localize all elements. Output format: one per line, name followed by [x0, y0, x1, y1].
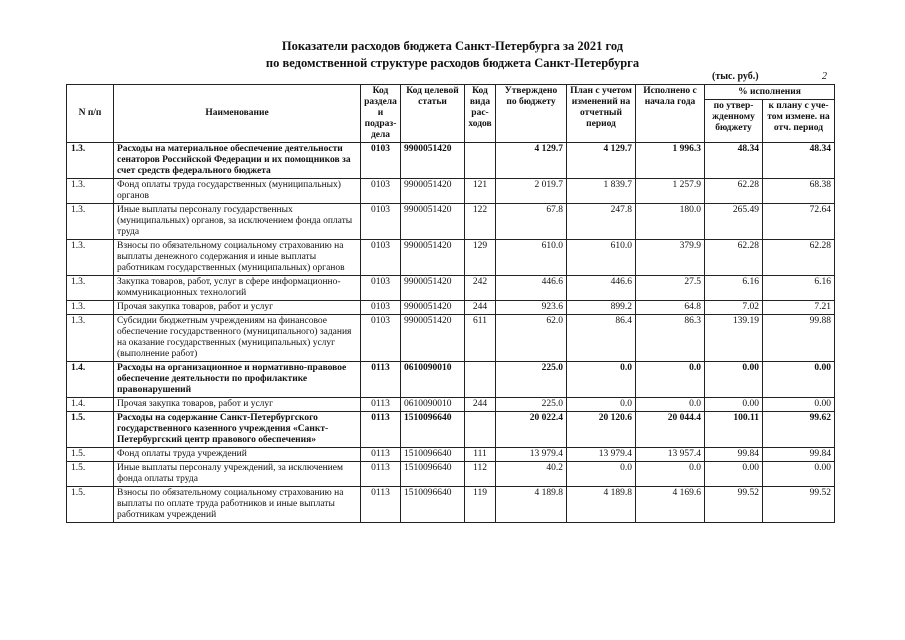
- cell-executed: 4 169.6: [636, 487, 705, 523]
- cell-statya: 9900051420: [401, 204, 465, 240]
- cell-approved: 62.0: [496, 315, 567, 362]
- cell-vid: 244: [465, 301, 496, 315]
- cell-plan: 4 189.8: [567, 487, 636, 523]
- cell-name: Расходы на организационное и нормативно-правовое обеспечение деятельности по профилактике правонарушений: [114, 362, 361, 398]
- cell-executed: 13 957.4: [636, 448, 705, 462]
- cell-pct-plan: 72.64: [763, 204, 835, 240]
- cell-vid: 611: [465, 315, 496, 362]
- cell-statya: 1510096640: [401, 448, 465, 462]
- cell-name: Иные выплаты персоналу учреждений, за исключением фонда оплаты труда: [114, 462, 361, 487]
- cell-np: 1.3.: [67, 179, 114, 204]
- table-row: [67, 204, 835, 240]
- cell-statya: 1510096640: [401, 487, 465, 523]
- table-row: [67, 398, 835, 412]
- cell-approved: 225.0: [496, 398, 567, 412]
- cell-name: Расходы на материальное обеспечение деятельности сенаторов Российской Федерации и их помощников за счет средств федерального бюджета: [114, 143, 361, 179]
- cell-approved: 610.0: [496, 240, 567, 276]
- cell-statya: 9900051420: [401, 240, 465, 276]
- cell-razdel: 0113: [361, 412, 401, 448]
- cell-vid: 129: [465, 240, 496, 276]
- cell-pct-plan: 99.84: [763, 448, 835, 462]
- cell-pct-approved: 100.11: [705, 412, 763, 448]
- cell-executed: 20 044.4: [636, 412, 705, 448]
- cell-pct-approved: 0.00: [705, 398, 763, 412]
- cell-plan: 0.0: [567, 462, 636, 487]
- cell-pct-approved: 139.19: [705, 315, 763, 362]
- cell-pct-plan: 99.62: [763, 412, 835, 448]
- cell-plan: 20 120.6: [567, 412, 636, 448]
- cell-plan: 446.6: [567, 276, 636, 301]
- header-name: Наименование: [114, 85, 361, 143]
- table-row: [67, 301, 835, 315]
- cell-executed: 180.0: [636, 204, 705, 240]
- cell-razdel: 0103: [361, 276, 401, 301]
- cell-plan: 899.2: [567, 301, 636, 315]
- report-title-line2: по ведомственной структуре расходов бюджета Санкт-Петербурга: [265, 56, 640, 70]
- cell-name: Иные выплаты персоналу государственных (муниципальных) органов, за исключением фонда оплаты труда: [114, 204, 361, 240]
- table-row: [67, 362, 835, 398]
- header-razdel: Код раздела и подраз-дела: [361, 85, 401, 143]
- cell-pct-plan: 6.16: [763, 276, 835, 301]
- table-row: [67, 315, 835, 362]
- cell-approved: 13 979.4: [496, 448, 567, 462]
- cell-name: Расходы на содержание Санкт-Петербургского государственного казенного учреждения «Санкт-Петербургский центр правового обеспечения»: [114, 412, 361, 448]
- cell-pct-plan: 0.00: [763, 362, 835, 398]
- cell-pct-approved: 99.52: [705, 487, 763, 523]
- table-row: [67, 448, 835, 462]
- cell-pct-approved: 99.84: [705, 448, 763, 462]
- cell-np: 1.5.: [67, 412, 114, 448]
- cell-pct-approved: 265.49: [705, 204, 763, 240]
- cell-plan: 1 839.7: [567, 179, 636, 204]
- cell-statya: 9900051420: [401, 301, 465, 315]
- table-row: [67, 240, 835, 276]
- cell-vid: [465, 362, 496, 398]
- cell-plan: 0.0: [567, 362, 636, 398]
- cell-razdel: 0113: [361, 398, 401, 412]
- cell-pct-plan: 68.38: [763, 179, 835, 204]
- table-row: [67, 276, 835, 301]
- cell-razdel: 0103: [361, 204, 401, 240]
- cell-executed: 0.0: [636, 362, 705, 398]
- cell-executed: 0.0: [636, 462, 705, 487]
- table-row: [67, 143, 835, 179]
- cell-statya: 0610090010: [401, 398, 465, 412]
- cell-pct-plan: 0.00: [763, 462, 835, 487]
- cell-np: 1.4.: [67, 398, 114, 412]
- cell-razdel: 0113: [361, 462, 401, 487]
- cell-razdel: 0113: [361, 362, 401, 398]
- cell-approved: 446.6: [496, 276, 567, 301]
- cell-pct-plan: 99.52: [763, 487, 835, 523]
- cell-executed: 64.8: [636, 301, 705, 315]
- cell-plan: 0.0: [567, 398, 636, 412]
- cell-pct-approved: 6.16: [705, 276, 763, 301]
- cell-pct-approved: 0.00: [705, 462, 763, 487]
- cell-vid: 242: [465, 276, 496, 301]
- cell-statya: 9900051420: [401, 276, 465, 301]
- table-row: [67, 462, 835, 487]
- cell-vid: 111: [465, 448, 496, 462]
- cell-name: Закупка товаров, работ, услуг в сфере информационно-коммуникационных технологий: [114, 276, 361, 301]
- cell-executed: 27.5: [636, 276, 705, 301]
- cell-executed: 379.9: [636, 240, 705, 276]
- header-statya: Код целевой статьи: [401, 85, 465, 143]
- cell-np: 1.3.: [67, 240, 114, 276]
- cell-approved: 2 019.7: [496, 179, 567, 204]
- cell-pct-approved: 62.28: [705, 179, 763, 204]
- cell-plan: 247.8: [567, 204, 636, 240]
- cell-statya: 9900051420: [401, 143, 465, 179]
- header-executed: Исполнено с начала года: [636, 85, 705, 143]
- cell-pct-approved: 7.02: [705, 301, 763, 315]
- cell-vid: 112: [465, 462, 496, 487]
- cell-executed: 1 996.3: [636, 143, 705, 179]
- cell-executed: 0.0: [636, 398, 705, 412]
- cell-razdel: 0103: [361, 143, 401, 179]
- cell-name: Взносы по обязательному социальному страхованию на выплаты денежного содержания и иные выплаты работникам государственных (муниципальных) органов: [114, 240, 361, 276]
- header-pct-approved: по утвер-жденному бюджету: [705, 100, 763, 143]
- cell-executed: 1 257.9: [636, 179, 705, 204]
- page-number: 2: [822, 71, 827, 82]
- cell-executed: 86.3: [636, 315, 705, 362]
- cell-approved: 4 129.7: [496, 143, 567, 179]
- cell-approved: 20 022.4: [496, 412, 567, 448]
- cell-plan: 4 129.7: [567, 143, 636, 179]
- table-row: [67, 412, 835, 448]
- header-pct-plan: к плану с уче-том измене. на отч. период: [763, 100, 835, 143]
- header-np: N п/п: [67, 85, 114, 143]
- cell-pct-plan: 62.28: [763, 240, 835, 276]
- cell-np: 1.3.: [67, 315, 114, 362]
- header-plan: План с учетом изменений на отчетный период: [567, 85, 636, 143]
- cell-pct-approved: 62.28: [705, 240, 763, 276]
- table-body: [67, 143, 835, 523]
- cell-approved: 225.0: [496, 362, 567, 398]
- cell-razdel: 0103: [361, 315, 401, 362]
- report-title-line1: Показатели расходов бюджета Санкт-Петербурга за 2021 год: [281, 39, 624, 53]
- cell-pct-plan: 0.00: [763, 398, 835, 412]
- cell-vid: [465, 412, 496, 448]
- cell-np: 1.5.: [67, 462, 114, 487]
- header-percent-group: % исполнения: [705, 85, 835, 100]
- cell-approved: 923.6: [496, 301, 567, 315]
- cell-name: Взносы по обязательному социальному страхованию на выплаты по оплате труда работников и иные выплаты работникам учреждений: [114, 487, 361, 523]
- cell-razdel: 0103: [361, 301, 401, 315]
- cell-np: 1.3.: [67, 204, 114, 240]
- cell-razdel: 0103: [361, 240, 401, 276]
- cell-pct-approved: 0.00: [705, 362, 763, 398]
- cell-vid: 121: [465, 179, 496, 204]
- cell-razdel: 0103: [361, 179, 401, 204]
- cell-vid: 122: [465, 204, 496, 240]
- cell-vid: [465, 143, 496, 179]
- cell-pct-approved: 48.34: [705, 143, 763, 179]
- cell-plan: 610.0: [567, 240, 636, 276]
- cell-statya: 0610090010: [401, 362, 465, 398]
- cell-name: Прочая закупка товаров, работ и услуг: [114, 301, 361, 315]
- cell-razdel: 0113: [361, 487, 401, 523]
- units-label: (тыс. руб.): [712, 71, 759, 82]
- cell-np: 1.4.: [67, 362, 114, 398]
- cell-name: Субсидии бюджетным учреждениям на финансовое обеспечение государственного (муниципального) задания на оказание государственных (муниципальных) услуг (выполнение работ): [114, 315, 361, 362]
- cell-np: 1.3.: [67, 276, 114, 301]
- cell-pct-plan: 48.34: [763, 143, 835, 179]
- table-row: [67, 179, 835, 204]
- cell-np: 1.5.: [67, 487, 114, 523]
- cell-name: Фонд оплаты труда учреждений: [114, 448, 361, 462]
- cell-statya: 9900051420: [401, 315, 465, 362]
- cell-np: 1.3.: [67, 301, 114, 315]
- cell-pct-plan: 7.21: [763, 301, 835, 315]
- cell-name: Фонд оплаты труда государственных (муниципальных) органов: [114, 179, 361, 204]
- expenditure-table: [66, 84, 835, 523]
- cell-name: Прочая закупка товаров, работ и услуг: [114, 398, 361, 412]
- cell-approved: 4 189.8: [496, 487, 567, 523]
- cell-statya: 1510096640: [401, 412, 465, 448]
- cell-plan: 13 979.4: [567, 448, 636, 462]
- cell-approved: 67.8: [496, 204, 567, 240]
- cell-np: 1.5.: [67, 448, 114, 462]
- cell-statya: 9900051420: [401, 179, 465, 204]
- cell-pct-plan: 99.88: [763, 315, 835, 362]
- table-row: [67, 487, 835, 523]
- cell-vid: 244: [465, 398, 496, 412]
- cell-plan: 86.4: [567, 315, 636, 362]
- cell-approved: 40.2: [496, 462, 567, 487]
- header-vid: Код вида рас-ходов: [465, 85, 496, 143]
- cell-razdel: 0113: [361, 448, 401, 462]
- cell-statya: 1510096640: [401, 462, 465, 487]
- cell-vid: 119: [465, 487, 496, 523]
- cell-np: 1.3.: [67, 143, 114, 179]
- header-approved: Утверждено по бюджету: [496, 85, 567, 143]
